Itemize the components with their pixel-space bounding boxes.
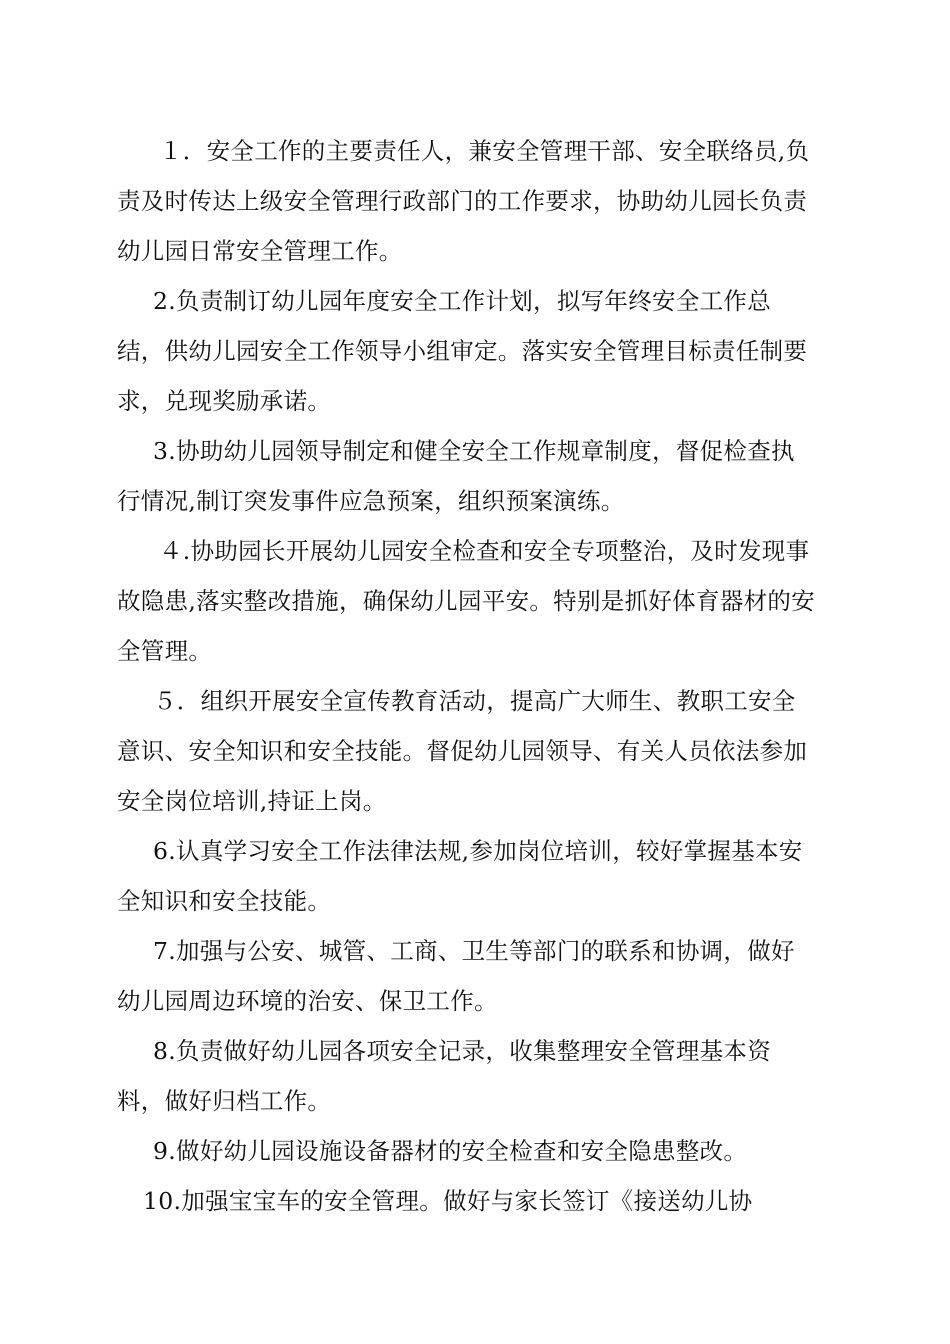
paragraph-3: 3.协助幼儿园领导制定和健全安全工作规章制度，督促检查执行情况,制订突发事件应急预案，组织预案演练。	[117, 437, 795, 515]
paragraph-6: 6.认真学习安全工作法律法规,参加岗位培训，较好掌握基本安全知识和安全技能。	[117, 837, 803, 915]
paragraph-7: 7.加强与公安、城管、工商、卫生等部门的联系和协调，做好幼儿园周边环境的治安、保卫工作。	[117, 937, 795, 1015]
paragraph-4: ４.协助园长开展幼儿园安全检查和安全专项整治，及时发现事故隐患,落实整改措施，确保幼儿园平安。特别是抓好体育器材的安全管理。	[117, 537, 815, 665]
paragraph-8: 8.负责做好幼儿园各项安全记录，收集整理安全管理基本资料，做好归档工作。	[117, 1037, 772, 1115]
document-body	[117, 126, 817, 1226]
paragraph-2: 2.负责制订幼儿园年度安全工作计划，拟写年终安全工作总结，供幼儿园安全工作领导小组审定。落实安全管理目标责任制要求，兑现奖励承诺。	[117, 287, 808, 415]
paragraph-10: 10.加强宝宝车的安全管理。做好与家长签订《接送幼儿协	[143, 1187, 753, 1215]
paragraph-5: ５．组织开展安全宣传教育活动，提高广大师生、教职工安全意识、安全知识和安全技能。督促幼儿园领导、有关人员依法参加安全岗位培训,持证上岗。	[117, 687, 808, 815]
paragraph-1: １．安全工作的主要责任人，兼安全管理干部、安全联络员,负责及时传达上级安全管理行政部门的工作要求，协助幼儿园长负责幼儿园日常安全管理工作。	[117, 137, 810, 265]
paragraph-9: 9.做好幼儿园设施设备器材的安全检查和安全隐患整改。	[153, 1137, 748, 1165]
